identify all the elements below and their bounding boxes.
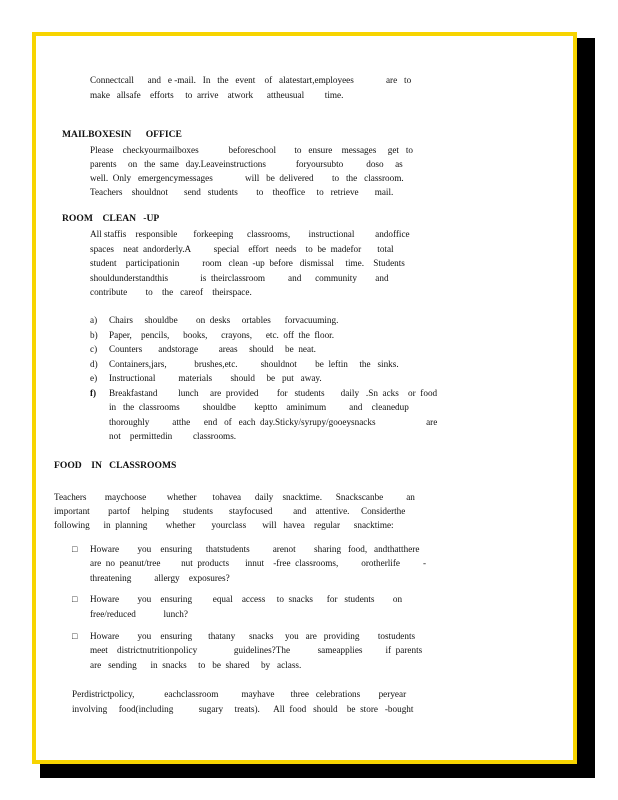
question-2-line-2: free/reduced lunch?: [90, 609, 188, 619]
room-cleanup-line-5: contribute to the careof theirspace.: [90, 287, 252, 297]
question-3-line-1: Howare you ensuring thatany snacks you are providing tostudents: [90, 631, 416, 641]
room-cleanup-line-2: spaces neat andorderly.A special effort needs to be madefor total: [90, 244, 394, 254]
list-item-c: Counters andstorage areas should be neat.: [109, 344, 316, 354]
list-item-f-line-2: in the classrooms shouldbe keptto aminimum and cleanedup: [109, 402, 409, 412]
list-label-b: b): [90, 330, 98, 340]
list-item-f-line-4: not permittedin classrooms.: [109, 431, 237, 441]
question-3-line-3: are sending in snacks to be shared by aclass.: [90, 660, 302, 670]
list-label-a: a): [90, 315, 98, 325]
question-2-line-1: Howare you ensuring equal access to snacks for students on: [90, 594, 403, 604]
food-intro-line-3: following in planning whether yourclass will havea regular snacktime:: [54, 520, 394, 530]
bullet-1: □: [72, 544, 78, 554]
list-item-f-line-3: thoroughly atthe end of each day.Sticky/syrupy/gooeysnacks are: [109, 417, 438, 427]
intro-line-2: make allsafe efforts to arrive atwork attheusual time.: [90, 90, 344, 100]
list-label-d: d): [90, 359, 98, 369]
list-item-e: Instructional materials should be put away.: [109, 373, 322, 383]
intro-line-1: Connectcall and e -mail. In the event of alatestart,employees are to: [90, 75, 412, 85]
document-page: [32, 32, 577, 764]
food-heading: FOOD IN CLASSROOMS: [54, 460, 177, 471]
bullet-3: □: [72, 631, 78, 641]
food-intro-line-1: Teachers maychoose whether tohavea daily snacktime. Snackscanbe an: [54, 492, 415, 502]
room-cleanup-line-4: shouldunderstandthis is theirclassroom and community and: [90, 273, 389, 283]
mailboxes-line-2: parents on the same day.Leaveinstructions foryoursubto doso as: [90, 159, 403, 169]
list-label-f: f): [90, 388, 97, 398]
list-item-f-line-1: Breakfastand lunch are provided for students daily .Sn acks or food: [109, 388, 438, 398]
room-cleanup-line-1: All staffis responsible forkeeping classrooms, instructional andoffice: [90, 229, 410, 239]
closing-line-1: Perdistrictpolicy, eachclassroom mayhave three celebrations peryear: [72, 689, 407, 699]
list-label-c: c): [90, 344, 98, 354]
list-label-e: e): [90, 373, 98, 383]
mailboxes-line-4: Teachers shouldnot send students to theoffice to retrieve mail.: [90, 187, 394, 197]
mailboxes-heading: MAILBOXESIN OFFICE: [62, 129, 182, 140]
mailboxes-line-3: well. Only emergencymessages will be delivered to the classroom.: [90, 173, 404, 183]
question-1-line-2: are no peanut/tree nut products innut -free classrooms, orotherlife -: [90, 558, 427, 568]
list-item-d: Containers,jars, brushes,etc. shouldnot be leftin the sinks.: [109, 359, 399, 369]
closing-line-2: involving food(including sugary treats). All food should be store -bought: [72, 704, 414, 714]
room-cleanup-heading: ROOM CLEAN -UP: [62, 213, 160, 224]
mailboxes-line-1: Please checkyourmailboxes beforeschool to ensure messages get to: [90, 145, 414, 155]
list-item-a: Chairs shouldbe on desks ortables forvacuuming.: [109, 315, 339, 325]
food-intro-line-2: important partof helping students stayfocused and attentive. Considerthe: [54, 506, 406, 516]
question-3-line-2: meet districtnutritionpolicy guidelines?The sameapplies if parents: [90, 645, 423, 655]
bullet-2: □: [72, 594, 78, 604]
question-1-line-3: threatening allergy exposures?: [90, 573, 230, 583]
question-1-line-1: Howare you ensuring thatstudents arenot sharing food, andthatthere: [90, 544, 420, 554]
room-cleanup-line-3: student participationin room clean -up before dismissal time. Students: [90, 258, 405, 268]
list-item-b: Paper, pencils, books, crayons, etc. off the floor.: [109, 330, 335, 340]
